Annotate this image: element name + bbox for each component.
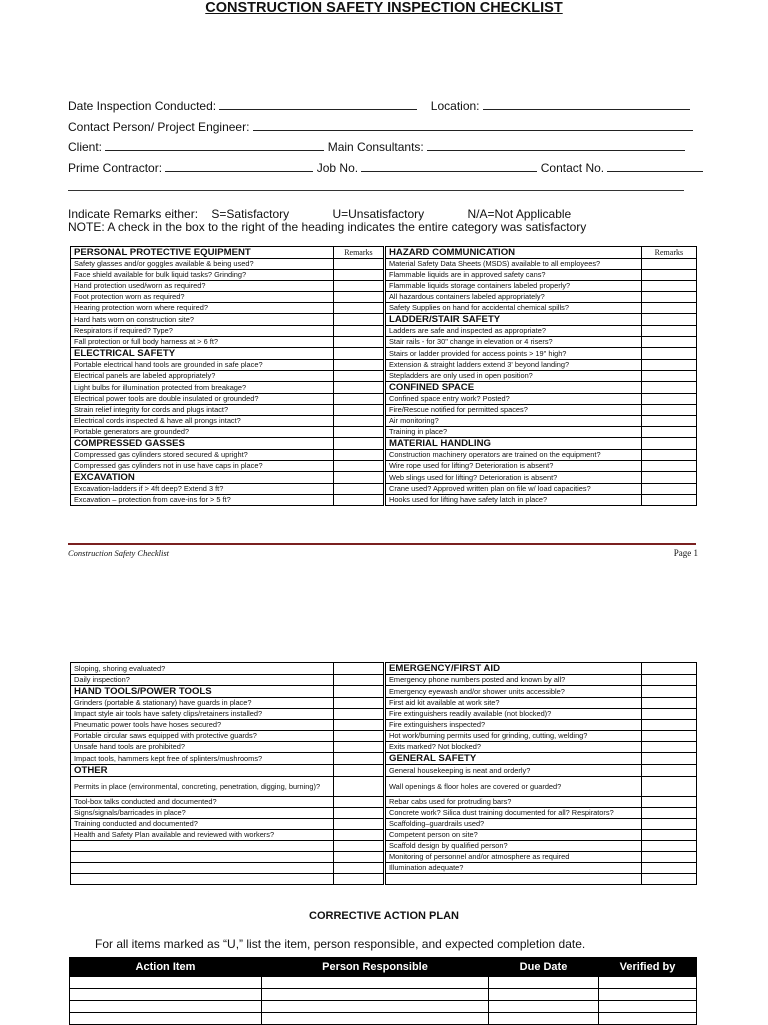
checklist-item: Compressed gas cylinders stored secured & upright?: [71, 450, 334, 461]
remarks-cell[interactable]: [641, 852, 696, 863]
remarks-cell[interactable]: [641, 765, 696, 777]
checklist-item: Tool-box talks conducted and documented?: [71, 797, 334, 808]
remarks-cell[interactable]: [333, 337, 383, 348]
checklist-item: Foot protection worn as required?: [71, 292, 334, 303]
remarks-cell[interactable]: [333, 303, 383, 314]
action-cell[interactable]: [70, 977, 262, 989]
checklist-row: [71, 863, 697, 874]
remarks-cell[interactable]: [333, 742, 383, 753]
checklist-row: [71, 484, 697, 495]
checklist-item: Rebar cabs used for protruding bars?: [385, 797, 641, 808]
action-cell[interactable]: [489, 977, 599, 989]
action-cell[interactable]: [489, 1013, 599, 1025]
section-heading: OTHER: [71, 765, 334, 777]
job-no-field[interactable]: [361, 161, 537, 172]
action-row: [70, 1013, 697, 1025]
checklist-item: Hot work/burning permits used for grinding, cutting, welding?: [385, 731, 641, 742]
checklist-row: [71, 852, 697, 863]
job-no-label: Job No.: [316, 161, 359, 175]
checklist-item: Hand protection used/worn as required?: [71, 281, 334, 292]
section-heading: CONFINED SPACE: [385, 382, 641, 394]
checklist-item: Hard hats worn on construction site?: [71, 314, 334, 326]
checklist-row: [71, 371, 697, 382]
legend-not-applicable: N/A=Not Applicable: [467, 207, 572, 221]
client-label: Client:: [68, 140, 103, 154]
remarks-cell[interactable]: [333, 382, 383, 394]
remarks-cell[interactable]: [333, 405, 383, 416]
remarks-cell[interactable]: [641, 819, 696, 830]
note-text: NOTE: A check in the box to the right of the heading indicates the entire category was satisfactory: [68, 220, 587, 234]
checklist-item: Safety Supplies on hand for accidental chemical spills?: [385, 303, 641, 314]
checklist-row: [71, 753, 697, 765]
empty-cell: [385, 874, 641, 885]
remarks-cell[interactable]: [333, 830, 383, 841]
legend-unsatisfactory: U=Unsatisfactory: [332, 207, 425, 221]
remarks-cell[interactable]: [333, 841, 383, 852]
checklist-item: Flammable liquids are in approved safety cans?: [385, 270, 641, 281]
checklist-row: [71, 461, 697, 472]
remarks-cell[interactable]: [641, 797, 696, 808]
checklist-item: Daily inspection?: [71, 675, 334, 686]
checklist-item: Strain relief integrity for cords and plugs intact?: [71, 405, 334, 416]
remarks-cell[interactable]: [641, 427, 696, 438]
category-check-box[interactable]: [641, 753, 696, 765]
checklist-row: [71, 438, 697, 450]
form-row-2: [68, 120, 693, 134]
corrective-action-description: For all items marked as “U,” list the item, person responsible, and expected completion date.: [95, 937, 586, 951]
remarks-cell[interactable]: [641, 698, 696, 709]
action-row: [70, 977, 697, 989]
checklist-item: Crane used? Approved written plan on file w/ load capacities?: [385, 484, 641, 495]
client-field[interactable]: [105, 140, 324, 151]
checklist-item: Health and Safety Plan available and reviewed with workers?: [71, 830, 334, 841]
contact-person-field[interactable]: [253, 120, 693, 131]
remarks-cell[interactable]: [333, 731, 383, 742]
checklist-item: Scaffold design by qualified person?: [385, 841, 641, 852]
remarks-cell[interactable]: [641, 742, 696, 753]
checklist-item: Portable generators are grounded?: [71, 427, 334, 438]
action-cell[interactable]: [489, 989, 599, 1001]
remarks-cell[interactable]: [333, 270, 383, 281]
checklist-row: [71, 742, 697, 753]
checklist-item: Emergency phone numbers posted and known by all?: [385, 675, 641, 686]
prime-contractor-field[interactable]: [165, 161, 313, 172]
col-action-item: Action Item: [70, 958, 262, 977]
consultants-field[interactable]: [427, 140, 685, 151]
remarks-cell[interactable]: [641, 348, 696, 360]
form-row-4: [68, 161, 703, 175]
checklist-row: [71, 416, 697, 427]
remarks-cell[interactable]: [641, 303, 696, 314]
contact-person-label: Contact Person/ Project Engineer:: [68, 120, 250, 134]
checklist-item: Hooks used for lifting have safety latch in place?: [385, 495, 641, 506]
checklist-item: Permits in place (environmental, concreting, penetration, digging, burning)?: [71, 777, 334, 797]
remarks-cell[interactable]: [333, 292, 383, 303]
remarks-cell[interactable]: [333, 360, 383, 371]
location-field[interactable]: [483, 99, 690, 110]
checklist-row: [71, 663, 697, 675]
checklist-item: Impact style air tools have safety clips/retainers installed?: [71, 709, 334, 720]
contact-no-label: Contact No.: [540, 161, 605, 175]
checklist-row: [71, 841, 697, 852]
remarks-cell[interactable]: [641, 484, 696, 495]
checklist-item: Portable circular saws equipped with protective guards?: [71, 731, 334, 742]
checklist-item: Air monitoring?: [385, 416, 641, 427]
consultants-label: Main Consultants:: [327, 140, 424, 154]
remarks-cell[interactable]: [333, 720, 383, 731]
action-row: [70, 1001, 697, 1013]
checklist-row: [71, 675, 697, 686]
remarks-cell[interactable]: [333, 450, 383, 461]
checklist-item: Excavation-ladders if > 4ft deep? Extend 3 ft?: [71, 484, 334, 495]
remarks-cell[interactable]: [641, 808, 696, 819]
checklist-row: [71, 472, 697, 484]
remarks-cell[interactable]: [641, 675, 696, 686]
checklist-row: [71, 314, 697, 326]
checklist-item: First aid kit available at work site?: [385, 698, 641, 709]
page-number: Page 1: [673, 548, 698, 558]
category-check-box[interactable]: [333, 472, 383, 484]
action-cell[interactable]: [599, 1013, 697, 1025]
section-heading: PERSONAL PROTECTIVE EQUIPMENT: [71, 247, 334, 259]
remarks-cell[interactable]: [641, 874, 696, 885]
remarks-cell[interactable]: [333, 863, 383, 874]
checklist-row: [71, 281, 697, 292]
checklist-item: [71, 852, 334, 863]
checklist-item: Ladders are safe and inspected as appropriate?: [385, 326, 641, 337]
remarks-cell[interactable]: [641, 686, 696, 698]
remarks-cell[interactable]: [641, 450, 696, 461]
category-check-box[interactable]: [641, 314, 696, 326]
checklist-row: [71, 382, 697, 394]
remarks-cell[interactable]: [333, 326, 383, 337]
corrective-action-table: [69, 957, 697, 1025]
remarks-cell[interactable]: [641, 270, 696, 281]
remarks-cell[interactable]: [641, 405, 696, 416]
checklist-row: [71, 247, 697, 259]
checklist-item: Electrical power tools are double insulated or grounded?: [71, 394, 334, 405]
divider-line: [68, 190, 684, 191]
remarks-cell[interactable]: [333, 461, 383, 472]
remarks-cell[interactable]: [333, 484, 383, 495]
checklist-item: Fall protection or full body harness at > 6 ft?: [71, 337, 334, 348]
checklist-item: Extension & straight ladders extend 3' beyond landing?: [385, 360, 641, 371]
checklist-item: Construction machinery operators are trained on the equipment?: [385, 450, 641, 461]
checklist-item: [71, 841, 334, 852]
remarks-cell[interactable]: [641, 461, 696, 472]
checklist-row: [71, 709, 697, 720]
remarks-cell[interactable]: [641, 259, 696, 270]
remarks-header: Remarks: [333, 247, 383, 259]
checklist-row: [71, 292, 697, 303]
checklist-item: Emergency eyewash and/or shower units accessible?: [385, 686, 641, 698]
remarks-cell[interactable]: [641, 731, 696, 742]
remarks-cell[interactable]: [333, 314, 383, 326]
remarks-cell[interactable]: [641, 326, 696, 337]
category-check-box[interactable]: [641, 382, 696, 394]
remarks-cell[interactable]: [333, 675, 383, 686]
legend-intro: Indicate Remarks either:: [68, 207, 199, 221]
checklist-item: Unsafe hand tools are prohibited?: [71, 742, 334, 753]
location-label: Location:: [430, 99, 480, 113]
checklist-row: [71, 808, 697, 819]
checklist-row: [71, 326, 697, 337]
contact-no-field[interactable]: [607, 161, 703, 172]
checklist-row: [71, 777, 697, 797]
checklist-row: [71, 360, 697, 371]
checklist-item: Web slings used for lifting? Deterioration is absent?: [385, 472, 641, 484]
remarks-cell[interactable]: [641, 281, 696, 292]
checklist-item: Scaffolding–guardrails used?: [385, 819, 641, 830]
checklist-row: [71, 394, 697, 405]
checklist-row: [71, 495, 697, 506]
checklist-item: Competent person on site?: [385, 830, 641, 841]
footer-title: Construction Safety Checklist: [68, 548, 170, 558]
remarks-cell[interactable]: [641, 371, 696, 382]
remarks-cell[interactable]: [641, 360, 696, 371]
action-row: [70, 989, 697, 1001]
remarks-cell[interactable]: [333, 281, 383, 292]
remarks-cell[interactable]: [641, 495, 696, 506]
category-check-box[interactable]: [641, 438, 696, 450]
remarks-cell[interactable]: [333, 753, 383, 765]
category-check-box[interactable]: [333, 686, 383, 698]
remarks-cell[interactable]: [333, 427, 383, 438]
col-due-date: Due Date: [489, 958, 599, 977]
remarks-cell[interactable]: [333, 808, 383, 819]
checklist-item: Training conducted and documented?: [71, 819, 334, 830]
remarks-cell[interactable]: [333, 495, 383, 506]
checklist-item: Sloping, shoring evaluated?: [71, 663, 334, 675]
section-heading: MATERIAL HANDLING: [385, 438, 641, 450]
checklist-item: Wall openings & floor holes are covered or guarded?: [385, 777, 641, 797]
remarks-cell[interactable]: [333, 371, 383, 382]
checklist-item: Electrical cords inspected & have all prongs intact?: [71, 416, 334, 427]
checklist-item: Concrete work? Silica dust training documented for all? Respirators?: [385, 808, 641, 819]
action-cell[interactable]: [599, 989, 697, 1001]
remarks-cell[interactable]: [333, 394, 383, 405]
remarks-cell[interactable]: [641, 777, 696, 797]
checklist-row: [71, 686, 697, 698]
checklist-item: Fire extinguishers readily available (not blocked)?: [385, 709, 641, 720]
remarks-cell[interactable]: [641, 841, 696, 852]
col-verified-by: Verified by: [599, 958, 697, 977]
checklist-item: Hearing protection worn where required?: [71, 303, 334, 314]
col-person-responsible: Person Responsible: [262, 958, 489, 977]
remarks-cell[interactable]: [641, 292, 696, 303]
checklist-row: [71, 337, 697, 348]
checklist-item: Training in place?: [385, 427, 641, 438]
checklist-item: Grinders (portable & stationary) have guards in place?: [71, 698, 334, 709]
remarks-cell[interactable]: [333, 698, 383, 709]
checklist-row: [71, 259, 697, 270]
remarks-cell[interactable]: [333, 777, 383, 797]
footer-rule: [68, 543, 696, 545]
checklist-row: [71, 874, 697, 885]
legend-satisfactory: S=Satisfactory: [211, 207, 290, 221]
remarks-cell[interactable]: [333, 663, 383, 675]
checklist-row: [71, 765, 697, 777]
corrective-action-title: CORRECTIVE ACTION PLAN: [309, 910, 459, 922]
checklist-item: Fire extinguishers inspected?: [385, 720, 641, 731]
remarks-cell[interactable]: [333, 852, 383, 863]
category-check-box[interactable]: [333, 438, 383, 450]
checklist-item: Stairs or ladder provided for access points > 19" high?: [385, 348, 641, 360]
remarks-cell[interactable]: [333, 797, 383, 808]
checklist-item: Wire rope used for lifting? Deterioration is absent?: [385, 461, 641, 472]
checklist-table-page2: [70, 662, 697, 885]
checklist-row: [71, 427, 697, 438]
checklist-row: [71, 450, 697, 461]
remarks-cell[interactable]: [333, 874, 383, 885]
date-field[interactable]: [219, 99, 417, 110]
checklist-item: Portable electrical hand tools are grounded in safe place?: [71, 360, 334, 371]
action-cell[interactable]: [70, 989, 262, 1001]
checklist-item: Light bulbs for illumination protected from breakage?: [71, 382, 334, 394]
remarks-cell[interactable]: [641, 720, 696, 731]
checklist-row: [71, 348, 697, 360]
action-cell[interactable]: [599, 1001, 697, 1013]
section-heading: COMPRESSED GASSES: [71, 438, 334, 450]
checklist-item: General housekeeping is neat and orderly?: [385, 765, 641, 777]
checklist-item: Electrical panels are labeled appropriately?: [71, 371, 334, 382]
remarks-cell[interactable]: [333, 259, 383, 270]
action-cell[interactable]: [599, 977, 697, 989]
checklist-item: All hazardous containers labeled appropriately?: [385, 292, 641, 303]
action-cell[interactable]: [262, 977, 489, 989]
checklist-item: Pneumatic power tools have hoses secured?: [71, 720, 334, 731]
checklist-row: [71, 270, 697, 281]
remarks-cell[interactable]: [641, 472, 696, 484]
section-heading: EMERGENCY/FIRST AID: [385, 663, 641, 675]
section-heading: EXCAVATION: [71, 472, 334, 484]
checklist-item: Face shield available for bulk liquid tasks? Grinding?: [71, 270, 334, 281]
remarks-cell[interactable]: [641, 863, 696, 874]
checklist-item: Respirators if required? Type?: [71, 326, 334, 337]
checklist-table-page1: [70, 246, 697, 506]
checklist-item: Exits marked? Not blocked?: [385, 742, 641, 753]
action-cell[interactable]: [70, 1001, 262, 1013]
checklist-item: Fire/Rescue notified for permitted spaces?: [385, 405, 641, 416]
form-row-3: [68, 140, 685, 154]
category-check-box[interactable]: [333, 765, 383, 777]
checklist-item: Safety glasses and/or goggles available & being used?: [71, 259, 334, 270]
section-heading: ELECTRICAL SAFETY: [71, 348, 334, 360]
category-check-box[interactable]: [641, 663, 696, 675]
remarks-cell[interactable]: [333, 819, 383, 830]
remarks-cell[interactable]: [641, 416, 696, 427]
checklist-item: [71, 863, 334, 874]
remarks-header: Remarks: [641, 247, 696, 259]
checklist-row: [71, 405, 697, 416]
remarks-cell[interactable]: [641, 830, 696, 841]
action-cell[interactable]: [70, 1013, 262, 1025]
section-heading: HAND TOOLS/POWER TOOLS: [71, 686, 334, 698]
prime-contractor-label: Prime Contractor:: [68, 161, 163, 175]
action-cell[interactable]: [262, 1013, 489, 1025]
checklist-row: [71, 303, 697, 314]
checklist-item: [71, 874, 334, 885]
remarks-legend: [68, 207, 571, 221]
checklist-item: Material Safety Data Sheets (MSDS) available to all employees?: [385, 259, 641, 270]
checklist-item: Stepladders are only used in open position?: [385, 371, 641, 382]
checklist-row: [71, 731, 697, 742]
checklist-row: [71, 720, 697, 731]
checklist-item: Confined space entry work? Posted?: [385, 394, 641, 405]
section-heading: HAZARD COMMUNICATION: [385, 247, 641, 259]
section-heading: LADDER/STAIR SAFETY: [385, 314, 641, 326]
checklist-row: [71, 797, 697, 808]
checklist-item: Flammable liquids storage containers labeled properly?: [385, 281, 641, 292]
remarks-cell[interactable]: [641, 337, 696, 348]
section-heading: GENERAL SAFETY: [385, 753, 641, 765]
checklist-item: Compressed gas cylinders not in use have caps in place?: [71, 461, 334, 472]
checklist-item: Illumination adequate?: [385, 863, 641, 874]
checklist-item: Signs/signals/barricades in place?: [71, 808, 334, 819]
action-cell[interactable]: [489, 1001, 599, 1013]
action-cell[interactable]: [262, 989, 489, 1001]
date-label: Date Inspection Conducted:: [68, 99, 217, 113]
action-cell[interactable]: [262, 1001, 489, 1013]
checklist-row: [71, 698, 697, 709]
checklist-item: Stair rails - for 30" change in elevation or 4 risers?: [385, 337, 641, 348]
page-title: CONSTRUCTION SAFETY INSPECTION CHECKLIST: [205, 0, 563, 16]
remarks-cell[interactable]: [333, 416, 383, 427]
checklist-row: [71, 819, 697, 830]
category-check-box[interactable]: [333, 348, 383, 360]
checklist-item: Monitoring of personnel and/or atmosphere as required: [385, 852, 641, 863]
checklist-item: Excavation – protection from cave-ins for > 5 ft?: [71, 495, 334, 506]
remarks-cell[interactable]: [333, 709, 383, 720]
checklist-item: Impact tools, hammers kept free of splinters/mushrooms?: [71, 753, 334, 765]
checklist-row: [71, 830, 697, 841]
remarks-cell[interactable]: [641, 709, 696, 720]
form-row-1: [68, 99, 690, 113]
remarks-cell[interactable]: [641, 394, 696, 405]
